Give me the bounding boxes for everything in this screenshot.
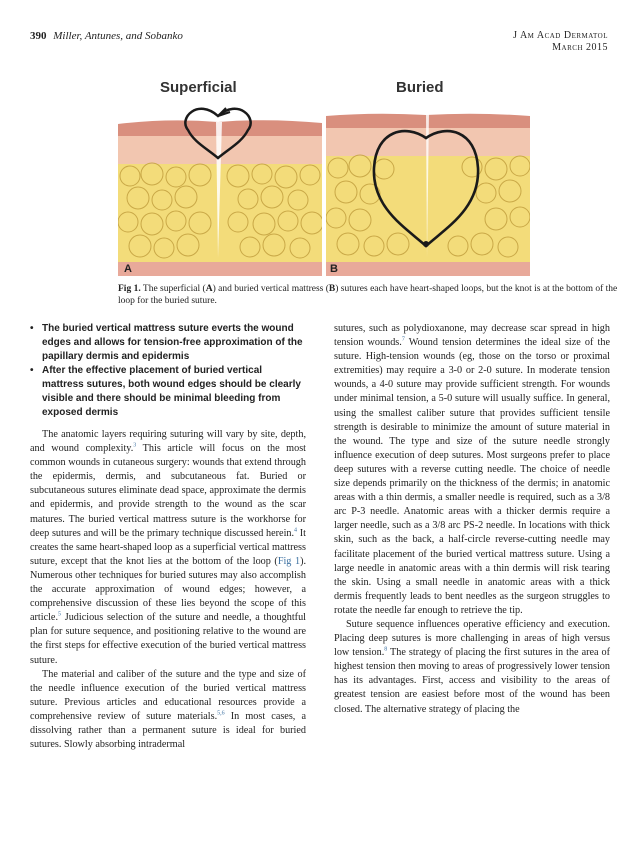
header-left (30, 30, 183, 42)
citation[interactable]: 5 (58, 611, 61, 618)
citation[interactable]: 8 (384, 646, 388, 653)
body-paragraph: The material and caliber of the suture and the type and size of the needle influence execution of the buried vertical mattress suture. Previous articles and educational resources provide a comprehensive review of suture materials.$^{5,6}$ In most cases, a dissolving rather than a permanent suture is ideal for buried sutures. Slowly absorbing intradermal (30, 668, 306, 751)
panel-a-label: A (124, 263, 132, 275)
citation[interactable]: 5,6 (217, 710, 225, 717)
figure-1 (118, 68, 618, 276)
key-points-list (30, 322, 306, 420)
body-paragraph: Suture sequence influences operative efficiency and execution. Placing deep sutures is more challenging in areas of high versus low tension.$^8$ The strategy of placing the first sutures in the area of highest tension then moving to areas of progressively lower tension has its advantages. First, access and visibility to the areas of greatest tension are easiest before most of the wound has been closed. The alternative strategy of placing the (334, 618, 610, 715)
body-paragraph: sutures, such as polydioxanone, may decrease scar spread in high tension wounds.$^7$ Wound tension determines the ideal size of the suture. High-tension wounds (eg, those on the torso or proximal extremities) may require a 3-0 or 2-0 suture. In moderate tension wounds, a 4-0 suture may provide sufficient strength. For wounds under minimal tension, a 5-0 suture will usually suffice. In general, using the smallest caliber suture that provides sufficient tensile strength is desirable to minimize the amount of suture material in the wound. The type and size of the suture needle strongly influence execution of deep sutures. Most surgeons prefer to place deep sutures with a reverse cutting needle. The choice of needle size depends primarily on the thickness of the dermis; in anatomic areas with a thin dermis, a smaller needle is required, such as a 3/8 arc P-3 needle. Anatomic areas with a thicker dermis require a larger needle, such as a 3/8 arc PS-2 needle. In locations with thick skin, such as the back, a half-circle reverse-cutting needle may facilitate placement of the buried vertical mattress suture. Using a large needle in anatomic areas with a thin dermis will risk tearing the skin. Using a small needle in anatomic areas with a thick dermis frequently leads to bent needles as the surgeon struggles to rotate the needle far enough to retrieve the tip. (334, 323, 610, 616)
running-authors: Miller, Antunes, and Sobanko (53, 30, 183, 42)
panel-a-title: Superficial (160, 79, 237, 96)
issue-date: March 2015 (552, 42, 608, 53)
figure-panel-b (326, 68, 530, 276)
header-right (513, 30, 608, 54)
superficial-suture-illustration (118, 68, 322, 276)
journal-name: J Am Acad Dermatol (513, 30, 608, 41)
panel-b-label: B (330, 263, 338, 275)
citation[interactable]: 3 (133, 442, 137, 449)
key-point: • The buried vertical mattress suture everts the wound edges and allows for tension-free approximation of the papillary dermis and epidermis (30, 322, 306, 364)
caption-a: A (205, 284, 213, 294)
left-column (30, 322, 306, 752)
page-number: 390 (30, 30, 47, 42)
panel-b-title: Buried (396, 79, 444, 96)
figure-link[interactable]: Fig 1 (277, 555, 301, 567)
caption-label: Fig 1. (118, 284, 141, 294)
figure-caption (118, 283, 618, 307)
citation[interactable]: 4 (294, 527, 298, 534)
right-column (334, 322, 610, 717)
caption-b: B (328, 284, 336, 294)
caption-text: ) sutures each have heart-shaped loops, but the knot is at the bottom of the loop for the buried suture. (118, 284, 618, 306)
caption-text: ) and buried vertical mattress ( (212, 284, 329, 294)
citation[interactable]: 7 (401, 336, 405, 343)
key-point: • After the effective placement of buried vertical mattress sutures, both wound edges should be clearly visible and there should be minimal bleeding from exposed dermis (30, 364, 306, 420)
buried-suture-illustration (326, 68, 530, 276)
page-header (30, 28, 608, 58)
caption-text: The superficial ( (140, 284, 206, 294)
figure-panel-a (118, 68, 322, 276)
body-paragraph: The anatomic layers requiring suturing will vary by site, depth, and wound complexity.$^3$ This article will focus on the most common wounds in cutaneous surgery: wounds that extend through the epidermis, dermis, and subcutaneous fat. Buried or subcutaneous sutures eliminate dead space, approximate the dermis and epidermis, and provide strength to the wound as the scar matures. The buried vertical mattress suture is the workhorse for deep sutures and will be the primary technique discussed herein.$^4$ It creates the same heart-shaped loop as a superficial vertical mattress suture, except that the knot lies at the bottom of the loop (Fig 1). Numerous other techniques for buried sutures may also accomplish the accurate approximation of wound edges; however, a comprehensive discussion of these lies beyond the scope of this article.$^5$ Judicious selection of the suture and needle, a thoughtful plan for suture sequence, and positioning relative to the wound are the first steps for effective execution of the buried vertical mattress suture. (30, 429, 307, 666)
